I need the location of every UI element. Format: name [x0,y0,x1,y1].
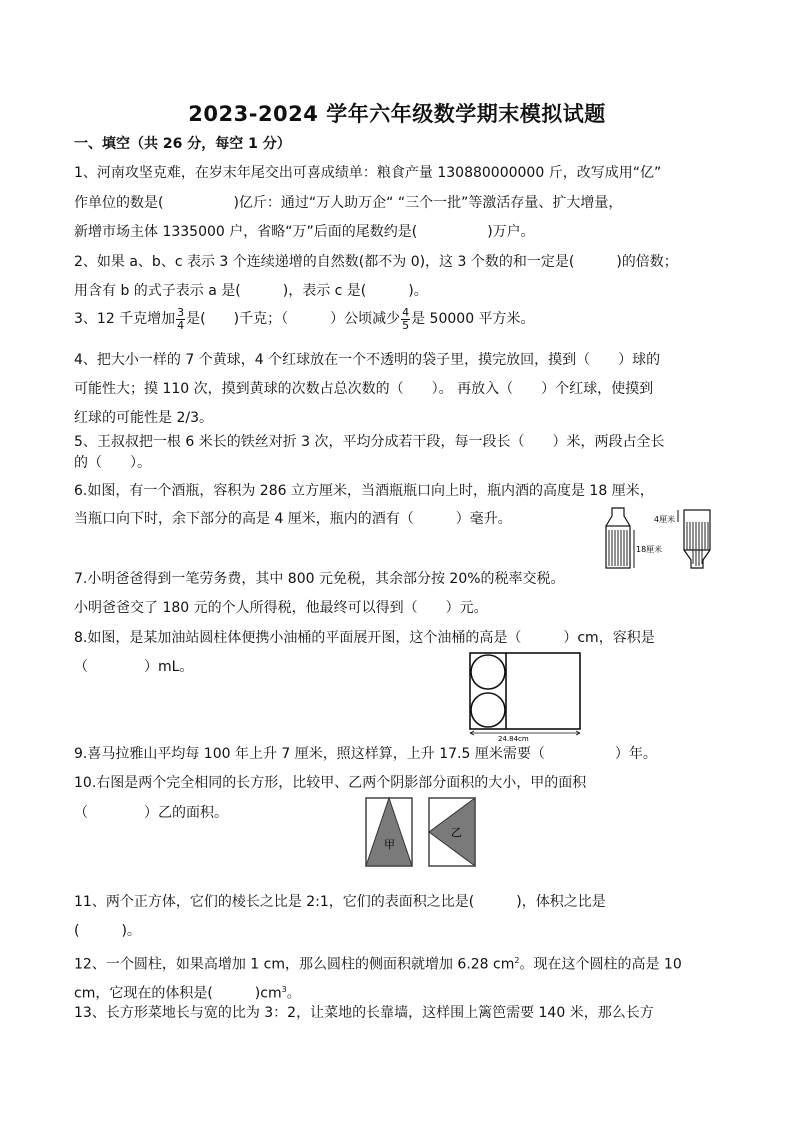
q3-text-a: 3、12 千克增加 [74,311,176,327]
fraction-numerator: 4 [402,305,410,319]
label-jia: 甲 [384,838,395,851]
q12-line2 [74,980,734,1004]
q10-line1: 10.右图是两个完全相同的长方形，比较甲、乙两个阴影部分面积的大小，甲的面积 [74,775,587,791]
fraction-4-5 [401,307,410,332]
q3-text-b: 是( )千克；（ ）公顷减少 [186,311,401,327]
q8-line2: （ ）mL。 [74,659,194,675]
cylinder-net-figure [468,650,584,742]
label-yi: 乙 [451,826,462,839]
bottle-upright [606,508,634,568]
label-18cm: 18厘米 [636,545,663,554]
q7-line2: 小明爸爸交了 180 元的个人所得税，他最终可以得到（ ）元。 [74,600,488,616]
section-heading: 一、填空（共 26 分，每空 1 分） [74,136,291,152]
circle-top [471,655,505,689]
q5-line1: 5、王叔叔把一根 6 米长的铁丝对折 3 次，平均分成若干段，每一段长（ ）米，两段占全长 [74,434,665,450]
bottle-figure [600,504,740,572]
q9-line1: 9.喜马拉雅山平均每 100 年上升 7 厘米，照这样算，上升 17.5 厘米需要（ ）年。 [74,746,657,762]
q11-line2: ( )。 [74,923,141,939]
label-4cm: 4厘米 [654,515,676,524]
q6-line2: 当瓶口向下时，余下部分的高是 4 厘米，瓶内的酒有（ ）毫升。 [74,511,512,527]
fraction-numerator: 3 [177,305,185,319]
q2-line2: 用含有 b 的式子表示 a 是( )，表示 c 是( )。 [74,283,428,299]
fraction-denominator: 5 [402,318,410,332]
q3-text-c: 是 50000 平方米。 [411,311,535,327]
page-title: 2023-2024 学年六年级数学期末模拟试题 [188,102,606,126]
q4-line3: 红球的可能性是 2/3。 [74,410,213,426]
bottle-inverted [678,510,710,568]
q10-line2: （ ）乙的面积。 [74,805,228,821]
fraction-denominator: 4 [177,318,185,332]
q3-line [74,305,734,333]
q6-line1: 6.如图，有一个酒瓶，容积为 286 立方厘米，当酒瓶瓶口向上时，瓶内酒的高度是 18 厘米， [74,483,654,499]
q5-line2: 的（ ）。 [74,455,151,471]
q1-line1: 1、河南攻坚克难，在岁末年尾交出可喜成绩单：粮食产量 130880000000 斤，改写成用“亿” [74,165,662,181]
q1-line2: 作单位的数是( )亿斤：通过“万人助万企“ “三个一批”等激活存量、扩大增量， [74,195,623,211]
q12-text-d: 。 [286,985,301,1002]
q12-line1 [74,951,734,975]
q2-line1: 2、如果 a、b、c 表示 3 个连续递增的自然数(都不为 0)，这 3 个数的和一定是( )的倍数； [74,254,678,270]
q13-line1: 13、长方形菜地长与宽的比为 3：2，让菜地的长靠墙，这样围上篱笆需要 140 米，那么长方 [74,1005,654,1021]
q12-text-a: 12、一个圆柱，如果高增加 1 cm，那么圆柱的侧面积就增加 6.28 cm [74,956,515,973]
net-outline [470,653,580,729]
net-width-label: 24.84cm [498,735,529,742]
superscript-2: 2 [514,956,520,965]
fraction-3-4 [176,307,185,332]
q4-line2: 可能性大；摸 110 次，摸到黄球的次数占总次数的（ ）。 再放入（ ）个红球，使摸到 [74,381,654,397]
q11-line1: 11、两个正方体，它们的棱长之比是 2:1，它们的表面积之比是( )，体积之比是 [74,894,606,910]
circle-bottom [471,693,505,727]
shaded-rectangles-figure [365,796,477,868]
rectangle-jia [366,798,412,866]
q8-line1: 8.如图，是某加油站圆柱体便携小油桶的平面展开图，这个油桶的高是（ ）cm，容积是 [74,630,655,646]
q4-line1: 4、把大小一样的 7 个黄球，4 个红球放在一个不透明的袋子里，摸完放回，摸到（ ）球的 [74,352,661,368]
superscript-3: 3 [281,985,287,994]
q12-text-c: cm，它现在的体积是( )cm [74,985,282,1002]
q7-line1: 7.小明爸爸得到一笔劳务费，其中 800 元免税，其余部分按 20%的税率交税。 [74,571,565,587]
q12-text-b: 。现在这个圆柱的高是 10 [519,956,682,973]
q1-line3: 新增市场主体 1335000 户，省略“万”后面的尾数约是( )万户。 [74,224,535,240]
